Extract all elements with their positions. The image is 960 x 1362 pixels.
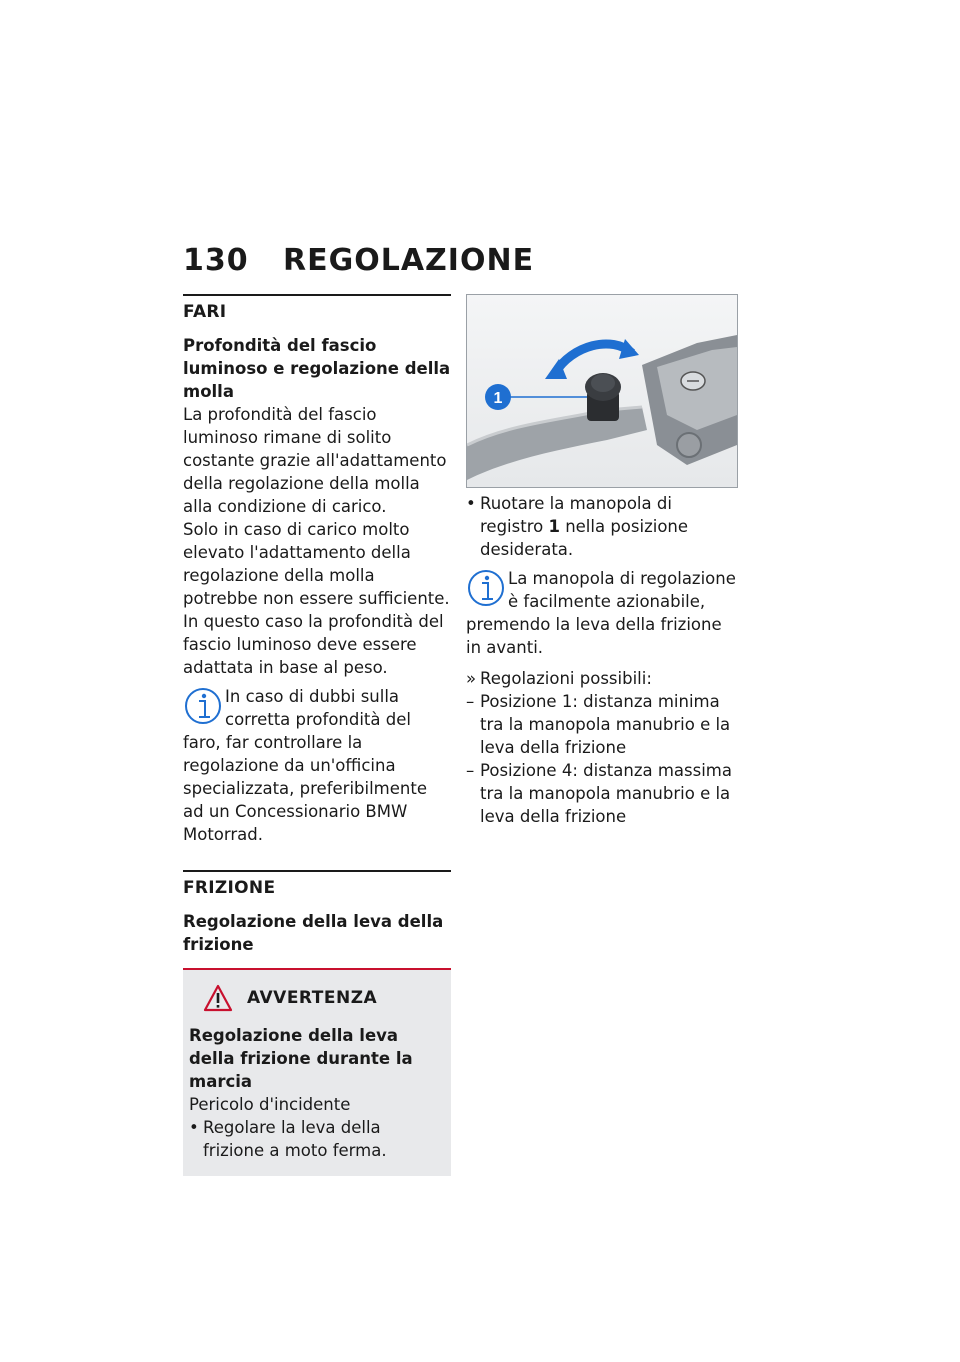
left-column: [183, 294, 451, 1176]
dash-marker: –: [466, 761, 475, 780]
right-column: [466, 294, 738, 828]
bullet-marker: •: [189, 1118, 199, 1137]
bullet-marker: •: [466, 494, 476, 513]
info-note: [183, 685, 451, 846]
subheading-clutch-lever: Regolazione della leva della frizione: [183, 912, 444, 954]
page-number: 130: [183, 243, 249, 278]
paragraph: In questo caso la profondità del fascio luminoso deve essere adattata in base al peso.: [183, 612, 444, 677]
note-text: In caso di dubbi sulla corretta profondità del faro, far controllare la regolazione da un'officina specializzata, preferibilmente ad un Concessionario BMW Motorrad.: [183, 687, 427, 844]
clutch-lever-figure: [466, 294, 738, 488]
warning-title: AVVERTENZA: [247, 988, 378, 1008]
result-line: [466, 667, 738, 690]
section-title-frizione: FRIZIONE: [183, 878, 276, 898]
info-icon: [183, 685, 225, 729]
figure-callout: 1: [493, 390, 503, 407]
section-title-fari: FARI: [183, 302, 227, 322]
warning-box: [183, 968, 451, 1176]
dash-marker: –: [466, 692, 475, 711]
warning-triangle-icon: [203, 984, 233, 1012]
result-marker: »: [466, 669, 477, 688]
page-title: REGOLAZIONE: [283, 243, 535, 278]
step-text-end: nella posizione desiderata.: [480, 517, 689, 559]
warning-subheading: Regolazione della leva della frizione durante la marcia: [189, 1026, 413, 1091]
warning-text: Pericolo d'incidente: [189, 1095, 351, 1114]
warning-header: [189, 984, 441, 1012]
list-item: [466, 759, 738, 828]
info-note: [466, 567, 738, 659]
bullet-text: Regolare la leva della frizione a moto ferma.: [203, 1118, 387, 1160]
note-text: La manopola di regolazione è facilmente azionabile, premendo la leva della frizione in avanti.: [466, 569, 736, 657]
paragraph: Solo in caso di carico molto elevato l'adattamento della regolazione della molla potrebbe non essere sufficiente.: [183, 520, 450, 608]
warning-bullet: [189, 1116, 441, 1162]
section-divider: [183, 294, 451, 296]
step-number: 1: [548, 517, 560, 536]
step-text: Ruotare la manopola di registro: [480, 494, 672, 536]
list-item: [466, 690, 738, 759]
paragraph: La profondità del fascio luminoso rimane di solito costante grazie all'adattamento della regolazione della molla alla condizione di carico.: [183, 405, 447, 516]
section-divider: [183, 870, 451, 872]
list-item-text: Posizione 4: distanza massima tra la manopola manubrio e la leva della frizione: [480, 761, 732, 826]
subheading-beam-depth: Profondità del fascio luminoso e regolazione della molla: [183, 336, 451, 401]
clutch-lever-illustration: [467, 295, 737, 487]
list-item-text: Posizione 1: distanza minima tra la manopola manubrio e la leva della frizione: [480, 692, 731, 757]
info-icon: [466, 567, 508, 611]
step-item: [466, 492, 738, 561]
result-text: Regolazioni possibili:: [480, 669, 652, 688]
